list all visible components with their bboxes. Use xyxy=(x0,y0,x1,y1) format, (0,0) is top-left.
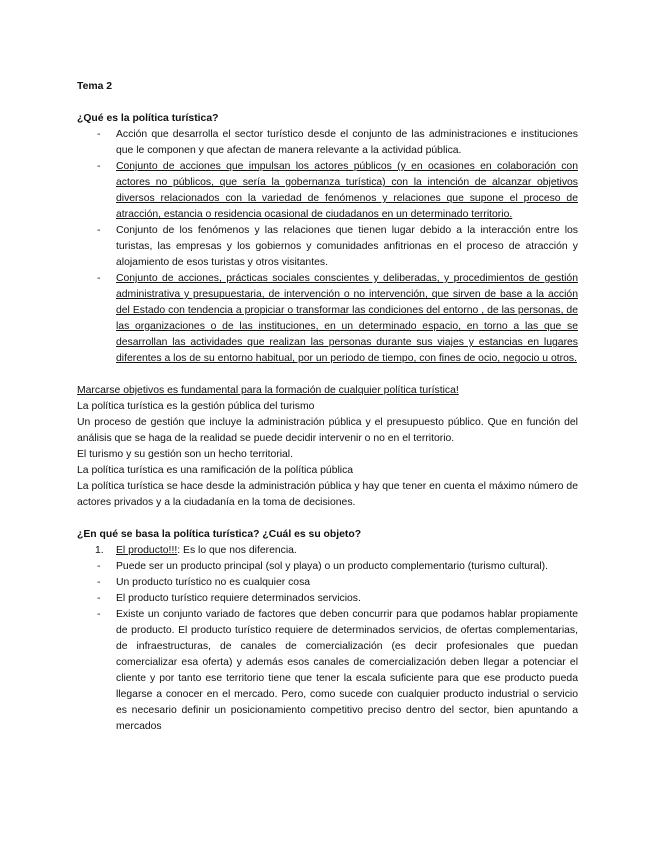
item-text: : Es lo que nos diferencia. xyxy=(177,545,297,556)
section-heading-que-es: ¿Qué es la política turística? xyxy=(77,113,219,124)
list-item: - Existe un conjunto variado de factores que deben concurrir para que podamos hablar propiamente de producto. El producto turístico requiere de determinados servicios, de ofertas complementarias, de infraestructuras, de canales de comercialización (es decir profesionales que puedan comercializar esa oferta) y además esos canales de comercialización deben llegar a potenciar el cliente y por tanto ese territorio tiene que tener la escala suficiente para que ese producto pueda llegarse a conocer en el mercado. Pero, como sucede con cualquier producto industrial o servicio es necesario definir un posicionamiento competitivo preciso dentro del sector, bien apuntando a mercados xyxy=(77,607,578,735)
item-label: El producto!!! xyxy=(116,545,178,556)
paragraph: Un proceso de gestión que incluye la administración pública y el presupuesto público. Que en función del análisis que se haga de la realidad se puede decidir intervenir o no en el territorio. xyxy=(77,417,578,444)
list-item: - Conjunto de acciones que impulsan los actores públicos (y en ocasiones en colaboración con actores no públicos, que sería la gobernanza turística) con la intención de alcanzar objetivos diversos relacionados con la variedad de fenómenos y relaciones que supone el proceso de atracción, estancia o residencia ocasional de ciudadanos en un determinado territorio. xyxy=(77,159,578,223)
list-item: - Puede ser un producto principal (sol y playa) o un producto complementario (turismo cultural). xyxy=(77,559,578,575)
definition-list xyxy=(77,127,578,367)
paragraph: La política turística es una ramificación de la política pública xyxy=(77,465,354,476)
list-item: - Un producto turístico no es cualquier cosa xyxy=(77,575,578,591)
product-list xyxy=(77,559,578,735)
list-item: - Acción que desarrolla el sector turístico desde el conjunto de las administraciones e instituciones que le componen y que afectan de manera relevante a la actividad pública. xyxy=(77,127,578,159)
numbered-item xyxy=(77,543,578,559)
paragraph: La política turística es la gestión pública del turismo xyxy=(77,401,315,412)
paragraph: La política turística se hace desde la administración pública y hay que tener en cuenta el máximo número de actores privados y a la ciudadanía en la toma de decisiones. xyxy=(77,481,578,508)
list-item: - Conjunto de acciones, prácticas sociales conscientes y deliberadas, y procedimientos de gestión administrativa y presupuestaria, de intervención o no intervención, que sirven de base a la acción del Estado con tendencia a propiciar o transformar las condiciones del entorno , de las personas, de las organizaciones o de las instituciones, en un determinado espacio, en torno a las que se desarrollan las actividades que realizan las personas durante sus viajes y estancias en lugares diferentes a los de su entorno habitual, por un periodo de tiempo, con fines de ocio, negocio u otros. xyxy=(77,271,578,367)
key-statement: Marcarse objetivos es fundamental para la formación de cualquier política turística! xyxy=(77,385,459,396)
paragraph: El turismo y su gestión son un hecho territorial. xyxy=(77,449,293,460)
section-heading-objeto: ¿En qué se basa la política turística? ¿Cuál es su objeto? xyxy=(77,529,362,540)
page-title: Tema 2 xyxy=(77,81,113,92)
document-body xyxy=(77,79,578,735)
list-item: - El producto turístico requiere determinados servicios. xyxy=(77,591,578,607)
item-number: 1. xyxy=(95,545,104,556)
numbered-list xyxy=(77,543,578,559)
list-item: - Conjunto de los fenómenos y las relaciones que tienen lugar debido a la interacción entre los turistas, las empresas y los gobiernos y comunidades anfitrionas en el proceso de atracción y alojamiento de esos turistas y otros visitantes. xyxy=(77,223,578,271)
